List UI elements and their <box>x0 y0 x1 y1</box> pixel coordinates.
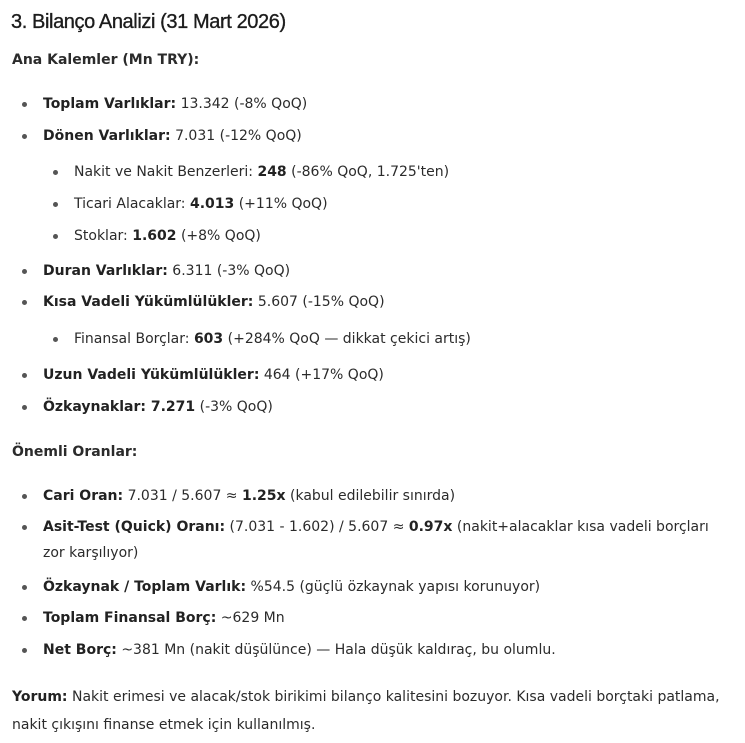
list-item <box>43 261 290 281</box>
item-label: Kısa Vadeli Yükümlülükler: <box>43 294 254 310</box>
bullet-icon <box>22 300 27 305</box>
item-value: 5.607 (-15% QoQ) <box>253 294 385 310</box>
item-note: (+8% QoQ) <box>176 228 261 244</box>
bullet-icon <box>22 494 27 499</box>
item-note: (-3% QoQ) <box>195 399 273 415</box>
item-label: Ticari Alacaklar: <box>74 196 190 212</box>
list-item <box>43 514 723 566</box>
item-note: (+11% QoQ) <box>234 196 328 212</box>
comment-text: Nakit erimesi ve alacak/stok birikimi bilanço kalitesini bozuyor. Kısa vadeli borçtaki patlama, nakit çıkışını finanse etmek için kullanılmış. <box>12 689 720 733</box>
sub-list-item <box>74 329 471 349</box>
item-value-strong: 1.602 <box>132 228 177 244</box>
item-label: Toplam Finansal Borç: <box>43 610 217 626</box>
item-value-strong: 603 <box>193 331 224 347</box>
bullet-icon <box>53 170 58 175</box>
item-label: Net Borç: <box>43 642 117 658</box>
item-value: 464 (+17% QoQ) <box>259 367 384 383</box>
bullet-icon <box>22 373 27 378</box>
item-value-strong: 1.25x <box>241 488 286 504</box>
comment-paragraph <box>12 683 727 739</box>
item-value-strong: 4.013 <box>189 196 235 212</box>
bullet-icon <box>22 269 27 274</box>
bullet-icon <box>53 202 58 207</box>
item-note: (+284% QoQ — dikkat çekici artış) <box>223 331 471 347</box>
item-value-strong: 0.97x <box>408 519 453 535</box>
item-label: Asit-Test (Quick) Oranı: <box>43 519 226 535</box>
item-label: Finansal Borçlar: <box>74 331 194 347</box>
item-value: 13.342 (-8% QoQ) <box>176 96 308 112</box>
bullet-icon <box>22 405 27 410</box>
list-item <box>43 608 285 628</box>
item-formula: 7.031 / 5.607 ≈ <box>123 488 242 504</box>
list-item <box>43 486 455 506</box>
item-label: Toplam Varlıklar: <box>43 96 177 112</box>
item-label: Duran Varlıklar: <box>43 263 168 279</box>
page-title: 3. Bilanço Analizi (31 Mart 2026) <box>11 11 286 33</box>
list-item <box>43 365 384 385</box>
item-value-strong: 7.271 <box>145 399 196 415</box>
item-label: Nakit ve Nakit Benzerleri: <box>74 164 258 180</box>
list-item <box>43 577 540 597</box>
item-note: (kabul edilebilir sınırda) <box>285 488 456 504</box>
bullet-icon <box>22 525 27 530</box>
list-item <box>43 292 385 312</box>
item-label: Uzun Vadeli Yükümlülükler: <box>43 367 260 383</box>
sub-list-item <box>74 194 328 214</box>
section-heading-ratios: Önemli Oranlar: <box>12 444 138 460</box>
item-note: (nakit+alacaklar kısa vadeli borçları zor karşılıyor) <box>43 519 709 561</box>
item-value: 7.031 (-12% QoQ) <box>170 128 302 144</box>
item-formula: (7.031 - 1.602) / 5.607 ≈ <box>225 519 409 535</box>
list-item <box>43 94 307 114</box>
list-item <box>43 126 302 146</box>
bullet-icon <box>22 585 27 590</box>
sub-list-item <box>74 162 449 182</box>
bullet-icon <box>22 102 27 107</box>
item-value: 6.311 (-3% QoQ) <box>167 263 291 279</box>
item-label: Stoklar: <box>74 228 133 244</box>
sub-list-item <box>74 226 261 246</box>
item-value: %54.5 (güçlü özkaynak yapısı korunuyor) <box>246 579 541 595</box>
item-label: Cari Oran: <box>43 488 124 504</box>
item-value: ~381 Mn (nakit düşülünce) — Hala düşük kaldıraç, bu olumlu. <box>116 642 556 658</box>
item-value: ~629 Mn <box>216 610 285 626</box>
item-label: Özkaynaklar: <box>43 399 146 415</box>
bullet-icon <box>22 134 27 139</box>
bullet-icon <box>22 648 27 653</box>
comment-label: Yorum: <box>12 689 68 705</box>
list-item <box>43 397 273 417</box>
bullet-icon <box>53 234 58 239</box>
item-label: Özkaynak / Toplam Varlık: <box>43 579 247 595</box>
bullet-icon <box>22 616 27 621</box>
item-label: Dönen Varlıklar: <box>43 128 171 144</box>
item-note: (-86% QoQ, 1.725'ten) <box>286 164 450 180</box>
section-heading-main-items: Ana Kalemler (Mn TRY): <box>12 52 200 68</box>
list-item <box>43 640 556 660</box>
item-value-strong: 248 <box>257 164 287 180</box>
bullet-icon <box>53 337 58 342</box>
